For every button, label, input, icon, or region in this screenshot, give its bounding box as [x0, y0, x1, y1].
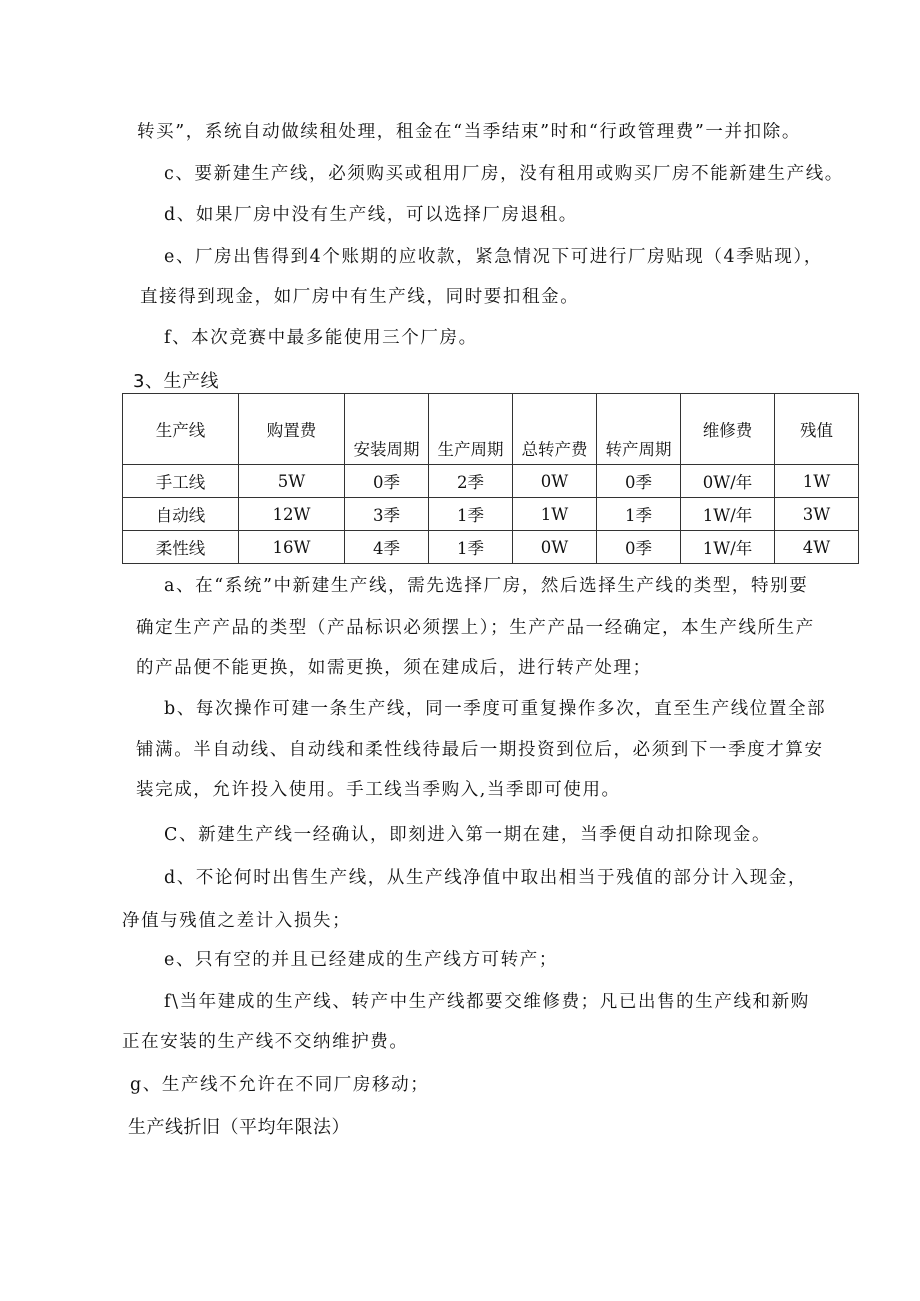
paragraph-line: b、每次操作可建一条生产线，同一季度可重复操作多次，直至生产线位置全部: [164, 699, 827, 719]
table-row: [123, 465, 859, 498]
header-cell: 转产周期: [597, 394, 681, 465]
paragraph-line: C、新建生产线一经确认，即刻进入第一期在建，当季便自动扣除现金。: [164, 825, 772, 845]
paragraph-line: f、本次竞赛中最多能使用三个厂房。: [164, 328, 478, 348]
table-cell: 手工线: [123, 465, 239, 498]
header-cell: 生产线: [123, 394, 239, 465]
table-cell: 0W: [513, 465, 597, 498]
production-line-table: [122, 393, 859, 564]
table-cell: 4W: [775, 531, 859, 564]
table-cell: 4季: [345, 531, 429, 564]
paragraph-line: 直接得到现金，如厂房中有生产线，同时要扣租金。: [140, 287, 580, 307]
table-header-row: [123, 394, 859, 465]
table-row: [123, 531, 859, 564]
header-cell: 残值: [775, 394, 859, 465]
table-cell: 1季: [597, 498, 681, 531]
paragraph-line: 铺满。半自动线、自动线和柔性线待最后一期投资到位后，必须到下一季度才算安: [136, 740, 824, 760]
paragraph-line: e、只有空的并且已经建成的生产线方可转产；: [164, 950, 558, 970]
header-cell: 安装周期: [345, 394, 429, 465]
table-cell: 12W: [239, 498, 345, 531]
paragraph-line: f\当年建成的生产线、转产中生产线都要交维修费；凡已出售的生产线和新购: [164, 992, 810, 1012]
table-cell: 16W: [239, 531, 345, 564]
paragraph-line: 净值与残值之差计入损失；: [122, 911, 352, 931]
table-cell: 0季: [345, 465, 429, 498]
header-cell: 生产周期: [429, 394, 513, 465]
paragraph-line: 装完成，允许投入使用。手工线当季购入,当季即可使用。: [136, 780, 621, 800]
table-cell: 1W: [775, 465, 859, 498]
table-row: [123, 498, 859, 531]
table-cell: 1W: [513, 498, 597, 531]
header-cell: 总转产费: [513, 394, 597, 465]
table-cell: 1W/年: [681, 531, 775, 564]
table-cell: 柔性线: [123, 531, 239, 564]
paragraph-line: 转买”，系统自动做续租处理，租金在“当季结束”时和“行政管理费”一并扣除。: [137, 122, 801, 142]
paragraph-line: 确定生产产品的类型（产品标识必须摆上）；生产产品一经确定，本生产线所生产: [136, 618, 815, 638]
paragraph-line: 正在安装的生产线不交纳维护费。: [122, 1032, 409, 1052]
table-cell: 3季: [345, 498, 429, 531]
section-heading: 3、生产线: [133, 371, 219, 392]
paragraph-line: e、厂房出售得到4个账期的应收款，紧急情况下可进行厂房贴现（4季贴现），: [164, 247, 823, 267]
table-cell: 0季: [597, 531, 681, 564]
table-cell: 自动线: [123, 498, 239, 531]
paragraph-line: g、生产线不允许在不同厂房移动；: [130, 1075, 430, 1095]
table-cell: 0W/年: [681, 465, 775, 498]
table-cell: 3W: [775, 498, 859, 531]
table-cell: 5W: [239, 465, 345, 498]
paragraph-line: d、不论何时出售生产线，从生产线净值中取出相当于残值的部分计入现金，: [164, 868, 808, 888]
header-cell: 购置费: [239, 394, 345, 465]
table-cell: 1季: [429, 531, 513, 564]
table-cell: 0W: [513, 531, 597, 564]
subheading: 生产线折旧（平均年限法）: [128, 1117, 350, 1138]
paragraph-line: d、如果厂房中没有生产线，可以选择厂房退租。: [164, 205, 578, 225]
paragraph-line: c、要新建生产线，必须购买或租用厂房，没有租用或购买厂房不能新建生产线。: [164, 164, 844, 184]
table-cell: 1季: [429, 498, 513, 531]
header-cell: 维修费: [681, 394, 775, 465]
paragraph-line: a、在“系统”中新建生产线，需先选择厂房，然后选择生产线的类型，特别要: [164, 576, 809, 596]
paragraph-line: 的产品便不能更换，如需更换，须在建成后，进行转产处理；: [136, 658, 652, 678]
table-cell: 0季: [597, 465, 681, 498]
table-cell: 2季: [429, 465, 513, 498]
table-cell: 1W/年: [681, 498, 775, 531]
